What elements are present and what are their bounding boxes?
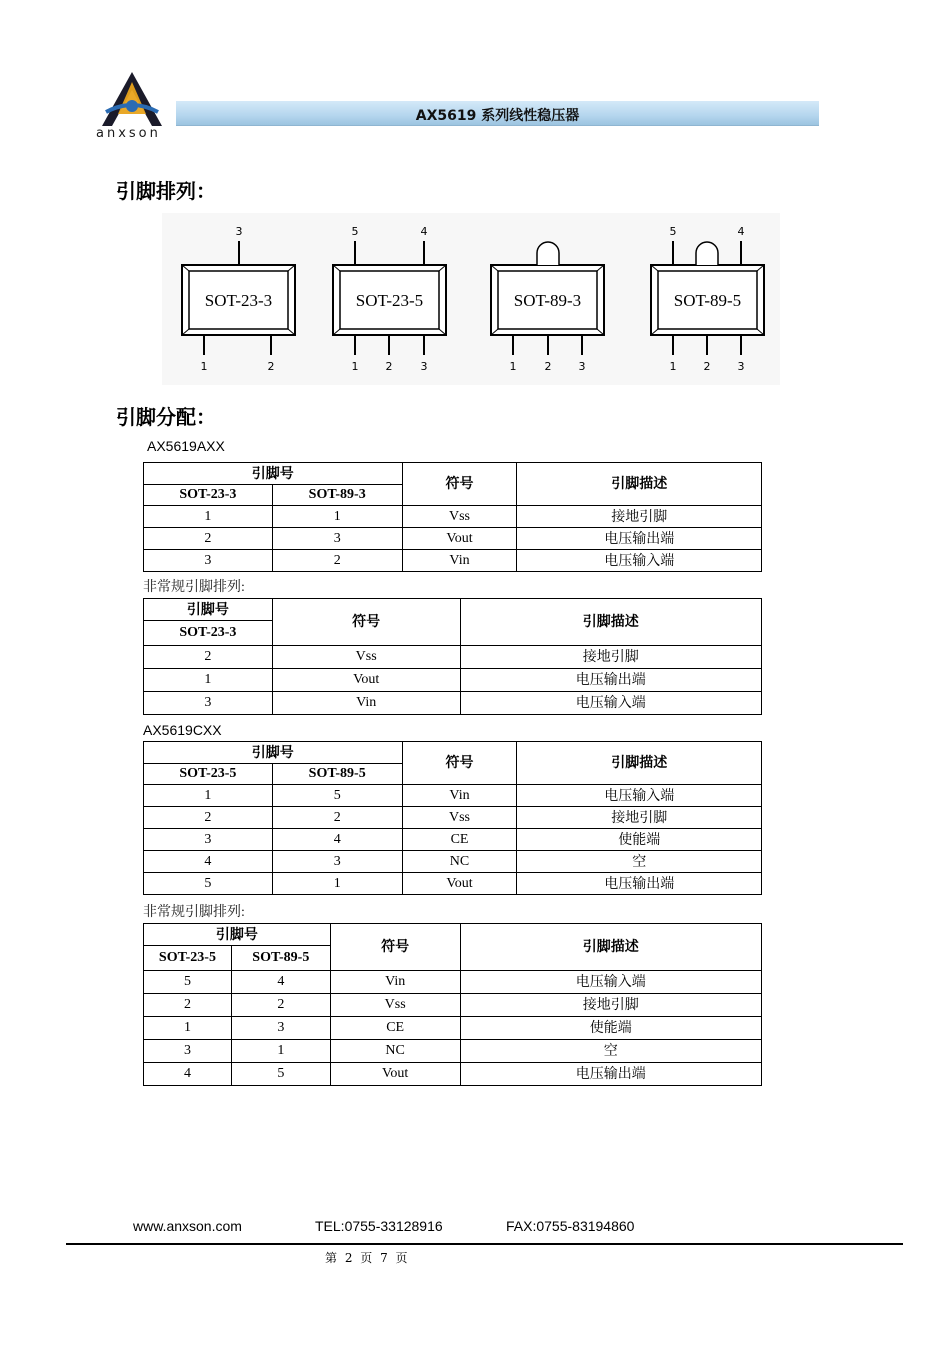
pin-cell: 4 (231, 971, 330, 994)
pin-cell: 1 (272, 506, 402, 528)
description-cell: 电压输入端 (517, 785, 762, 807)
pin-cell: 1 (272, 873, 402, 895)
table-row (144, 971, 762, 994)
pin-number-label: 3 (737, 360, 745, 373)
cxx-pin-table (143, 741, 762, 895)
symbol-header: 符号 (402, 463, 517, 506)
table-row (144, 1063, 762, 1086)
table-row (144, 669, 762, 692)
description-cell: 电压输入端 (460, 971, 761, 994)
symbol-header: 符号 (272, 599, 460, 646)
pin-cell: 2 (231, 994, 330, 1017)
symbol-cell: NC (402, 851, 517, 873)
package-name-label: SOT-89-5 (673, 291, 742, 310)
symbol-cell: Vin (272, 692, 460, 715)
pin-number-label: 3 (235, 225, 243, 238)
symbol-cell: CE (402, 829, 517, 851)
pin-cell: 1 (144, 785, 273, 807)
pin-number-label: 3 (420, 360, 428, 373)
description-header: 引脚描述 (517, 463, 762, 506)
package-name-label: SOT-89-3 (513, 291, 582, 310)
package-header: SOT-23-5 (144, 946, 232, 971)
description-header: 引脚描述 (517, 742, 762, 785)
description-cell: 电压输出端 (460, 669, 761, 692)
pin-cell: 2 (272, 807, 402, 829)
package-header: SOT-23-3 (144, 485, 273, 506)
cxx-label: AX5619CXX (143, 722, 222, 738)
pin-cell: 4 (272, 829, 402, 851)
document-title: AX5619 系列线性稳压器 (415, 108, 580, 124)
symbol-cell: Vout (330, 1063, 460, 1086)
logo-wordmark: anxson (96, 126, 161, 141)
pin-cell: 5 (231, 1063, 330, 1086)
axxx-pin-table (143, 462, 762, 572)
pin-no-header: 引脚号 (144, 742, 403, 764)
symbol-header: 符号 (402, 742, 517, 785)
pin-cell: 1 (144, 1017, 232, 1040)
pin-number-label: 5 (351, 225, 359, 238)
pin-cell: 1 (231, 1040, 330, 1063)
pin-number-label: 3 (578, 360, 586, 373)
description-cell: 电压输入端 (460, 692, 761, 715)
pin-cell: 1 (144, 669, 273, 692)
pin-number-label: 4 (737, 225, 745, 238)
package-header: SOT-23-3 (144, 621, 273, 646)
description-cell: 接地引脚 (517, 506, 762, 528)
package-header: SOT-89-3 (272, 485, 402, 506)
description-cell: 使能端 (460, 1017, 761, 1040)
pin-cell: 3 (144, 829, 273, 851)
package-pinout-diagram (162, 213, 780, 385)
pin-number-label: 1 (351, 360, 359, 373)
package-header: SOT-23-5 (144, 764, 273, 785)
symbol-cell: Vin (402, 550, 517, 572)
header-banner (176, 101, 819, 126)
pin-number-label: 2 (267, 360, 275, 373)
table-row (144, 1040, 762, 1063)
pin-number-label: 1 (200, 360, 208, 373)
symbol-cell: Vss (402, 807, 517, 829)
symbol-cell: Vss (402, 506, 517, 528)
pin-cell: 3 (231, 1017, 330, 1040)
cxx-irregular-pin-table (143, 923, 762, 1086)
pin-cell: 1 (144, 506, 273, 528)
description-header: 引脚描述 (460, 599, 761, 646)
pin-cell: 3 (144, 550, 273, 572)
symbol-cell: Vss (330, 994, 460, 1017)
package-name-label: SOT-23-5 (355, 291, 424, 310)
pin-cell: 2 (144, 807, 273, 829)
description-cell: 空 (460, 1040, 761, 1063)
symbol-cell: Vss (272, 646, 460, 669)
pin-cell: 2 (144, 528, 273, 550)
package-header: SOT-89-5 (231, 946, 330, 971)
pin-cell: 2 (144, 646, 273, 669)
symbol-cell: Vout (272, 669, 460, 692)
description-cell: 电压输出端 (517, 528, 762, 550)
pin-cell: 3 (272, 851, 402, 873)
pin-cell: 5 (144, 971, 232, 994)
heat-tab (537, 242, 559, 265)
pin-number-label: 2 (544, 360, 552, 373)
pin-number-label: 4 (420, 225, 428, 238)
description-cell: 接地引脚 (517, 807, 762, 829)
heat-tab (696, 242, 718, 265)
footer-divider (66, 1243, 903, 1245)
pin-number-label: 2 (703, 360, 711, 373)
table-row (144, 807, 762, 829)
table-row (144, 829, 762, 851)
pin-arrangement-heading: 引脚排列： (116, 179, 216, 203)
pin-cell: 4 (144, 1063, 232, 1086)
symbol-cell: Vin (402, 785, 517, 807)
table-row (144, 550, 762, 572)
irregular-arrangement-note: 非常规引脚排列: (143, 580, 245, 595)
description-header: 引脚描述 (460, 924, 761, 971)
pin-cell: 4 (144, 851, 273, 873)
symbol-header: 符号 (330, 924, 460, 971)
footer-fax: FAX:0755-83194860 (506, 1218, 635, 1234)
pin-cell: 2 (144, 994, 232, 1017)
table-row (144, 646, 762, 669)
symbol-cell: Vout (402, 528, 517, 550)
symbol-cell: Vin (330, 971, 460, 994)
table-row (144, 1017, 762, 1040)
table-row (144, 506, 762, 528)
table-row (144, 994, 762, 1017)
table-row (144, 851, 762, 873)
footer-website: www.anxson.com (133, 1218, 242, 1234)
symbol-cell: Vout (402, 873, 517, 895)
page-number: 第 2 页 7 页 (325, 1251, 408, 1265)
pin-number-label: 2 (385, 360, 393, 373)
description-cell: 电压输出端 (517, 873, 762, 895)
axxx-label: AX5619AXX (147, 438, 225, 454)
package-header: SOT-89-5 (272, 764, 402, 785)
pin-number-label: 1 (509, 360, 517, 373)
pin-cell: 5 (272, 785, 402, 807)
pin-cell: 3 (272, 528, 402, 550)
pin-cell: 3 (144, 1040, 232, 1063)
symbol-cell: NC (330, 1040, 460, 1063)
description-cell: 电压输入端 (517, 550, 762, 572)
description-cell: 电压输出端 (460, 1063, 761, 1086)
pin-no-header: 引脚号 (144, 463, 403, 485)
package-name-label: SOT-23-3 (204, 291, 273, 310)
pin-number-label: 5 (669, 225, 677, 238)
footer-tel: TEL:0755-33128916 (315, 1218, 443, 1234)
pin-cell: 3 (144, 692, 273, 715)
description-cell: 空 (517, 851, 762, 873)
table-row (144, 785, 762, 807)
pin-no-header: 引脚号 (144, 924, 331, 946)
pin-no-header: 引脚号 (144, 599, 273, 621)
axxx-irregular-pin-table (143, 598, 762, 715)
description-cell: 接地引脚 (460, 994, 761, 1017)
table-row (144, 692, 762, 715)
table-row (144, 528, 762, 550)
description-cell: 使能端 (517, 829, 762, 851)
pin-assignment-heading: 引脚分配： (116, 405, 216, 429)
symbol-cell: CE (330, 1017, 460, 1040)
table-row (144, 873, 762, 895)
pin-cell: 5 (144, 873, 273, 895)
pin-number-label: 1 (669, 360, 677, 373)
pin-cell: 2 (272, 550, 402, 572)
description-cell: 接地引脚 (460, 646, 761, 669)
irregular-arrangement-note: 非常规引脚排列: (143, 905, 245, 920)
